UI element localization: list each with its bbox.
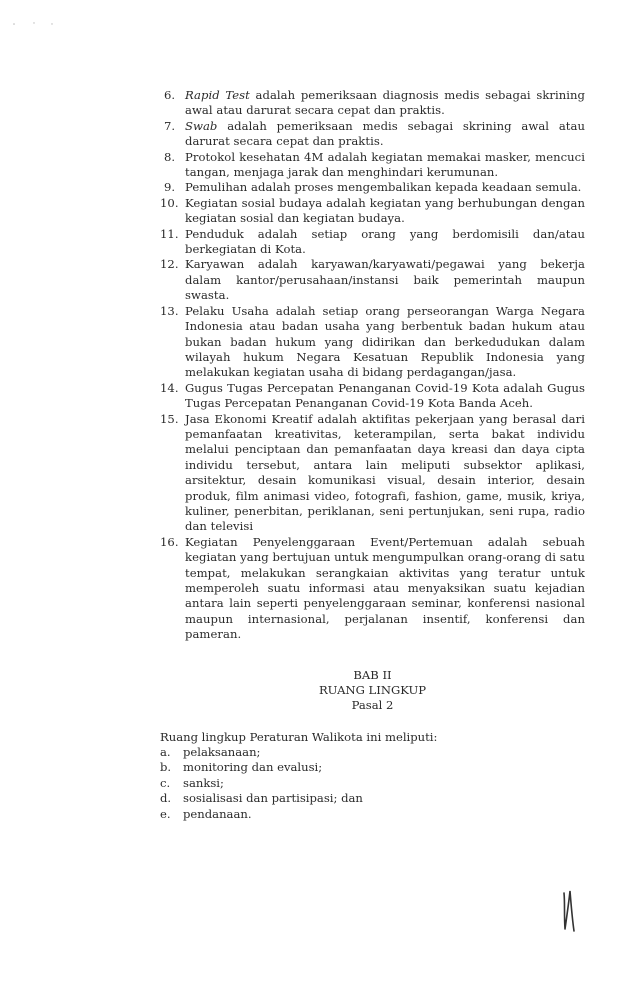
scope-item — [160, 745, 363, 760]
scope-item — [160, 760, 363, 775]
definition-text: Pemulihan adalah proses mengembalikan kepada keadaan semula. — [185, 180, 582, 195]
scope-list — [160, 745, 363, 822]
definition-number: 8. — [164, 149, 176, 164]
scope-letter: d. — [160, 791, 172, 806]
definition-text: Protokol kesehatan 4M adalah kegiatan memakai masker, mencuci tangan, menjaga jarak dan menghindari kerumunan. — [185, 149, 585, 180]
definition-text: Kegiatan Penyelenggaraan Event/Pertemuan adalah sebuah kegiatan yang bertujuan untuk mengumpulkan orang-orang di satu tempat, melakukan serangkaian aktivitas yang teratur untuk memperoleh suatu informasi atau menyaksikan suatu kejadian antara lain seperti penyelenggaraan seminar, konferensi nasional maupun internasional, perjalanan insentif, konferensi dan pameran. — [185, 534, 585, 642]
scope-item — [160, 791, 363, 806]
definition-item-13 — [160, 304, 585, 381]
scope-item — [160, 807, 363, 822]
definition-term: Rapid Test — [185, 88, 250, 102]
definition-number: 7. — [164, 118, 176, 133]
definition-text: Karyawan adalah karyawan/karyawati/pegawai yang bekerja dalam kantor/perusahaan/instansi baik pemerintah maupun swasta. — [185, 257, 585, 303]
scope-item — [160, 776, 363, 791]
scan-corner-marks — [8, 20, 68, 28]
scope-text: sosialisasi dan partisipasi; dan — [183, 791, 363, 806]
definition-number: 14. — [160, 380, 179, 395]
definition-text: Penduduk adalah setiap orang yang berdomisili dan/atau berkegiatan di Kota. — [185, 226, 585, 257]
definition-text: adalah pemeriksaan medis sebagai skrining awal atau darurat secara cepat dan praktis. — [185, 118, 585, 149]
definition-text: Pelaku Usaha adalah setiap orang perseorangan Warga Negara Indonesia atau badan usaha yang berbentuk badan hukum atau bukan badan hukum yang didirikan dan berkedudukan dalam wilayah hukum Negara Kesatuan Republik Indonesia yang melakukan kegiatan usaha di bidang perdagangan/jasa. — [185, 303, 585, 380]
scope-letter: e. — [160, 806, 171, 821]
definition-number: 6. — [164, 88, 176, 102]
definition-item-11 — [160, 227, 585, 258]
definition-item-6 — [160, 88, 585, 119]
definition-number: 13. — [160, 303, 179, 318]
definition-item-7 — [160, 119, 585, 150]
scope-letter: b. — [160, 760, 172, 775]
definition-term: Swab — [185, 118, 218, 133]
definition-text: Kegiatan sosial budaya adalah kegiatan yang berhubungan dengan kegiatan sosial dan kegiatan budaya. — [185, 195, 585, 226]
scope-text: pelaksanaan; — [183, 745, 261, 759]
definition-item-8 — [160, 150, 585, 181]
definition-number: 16. — [160, 534, 179, 549]
definition-item-15 — [160, 412, 585, 535]
chapter-number: BAB II — [353, 668, 392, 682]
scope-text: sanksi; — [183, 775, 224, 790]
chapter-title: RUANG LINGKUP — [318, 683, 427, 697]
definition-number: 15. — [160, 411, 179, 426]
scope-intro: Ruang lingkup Peraturan Walikota ini meliputi: — [160, 730, 438, 744]
definition-item-10 — [160, 196, 585, 227]
paraf-signature-icon — [560, 885, 580, 935]
definition-number: 11. — [160, 226, 179, 241]
definition-item-16 — [160, 535, 585, 643]
definition-item-12 — [160, 257, 585, 303]
definition-number: 9. — [164, 180, 176, 195]
definitions-list — [160, 88, 585, 643]
scope-letter: c. — [160, 775, 171, 790]
definition-item-14 — [160, 381, 585, 412]
scope-text: monitoring dan evalusi; — [183, 760, 323, 775]
definition-text: Jasa Ekonomi Kreatif adalah aktifitas pekerjaan yang berasal dari pemanfaatan kreativitas, keterampilan, serta bakat individu melalui penciptaan dan pemanfaatan daya kreasi dan daya cipta individu tersebut, antara lain meliputi subsektor aplikasi, arsitektur, desain komunikasi visual, desain interior, desain produk, film animasi video, fotografi, fashion, game, musik, kriya, kuliner, penerbitan, periklanan, seni pertunjukan, seni rupa, radio dan televisi — [185, 411, 585, 534]
article-number: Pasal 2 — [351, 698, 394, 712]
definition-text: adalah pemeriksaan diagnosis medis sebagai skrining awal atau darurat secara cepat dan praktis. — [185, 88, 586, 118]
definition-item-9 — [160, 180, 585, 195]
definition-text: Gugus Tugas Percepatan Penanganan Covid-19 Kota adalah Gugus Tugas Percepatan Penanganan Covid-19 Kota Banda Aceh. — [185, 380, 585, 411]
scope-letter: a. — [160, 745, 171, 759]
scope-text: pendanaan. — [183, 806, 252, 821]
definition-number: 10. — [160, 195, 179, 210]
definition-number: 12. — [160, 257, 179, 272]
